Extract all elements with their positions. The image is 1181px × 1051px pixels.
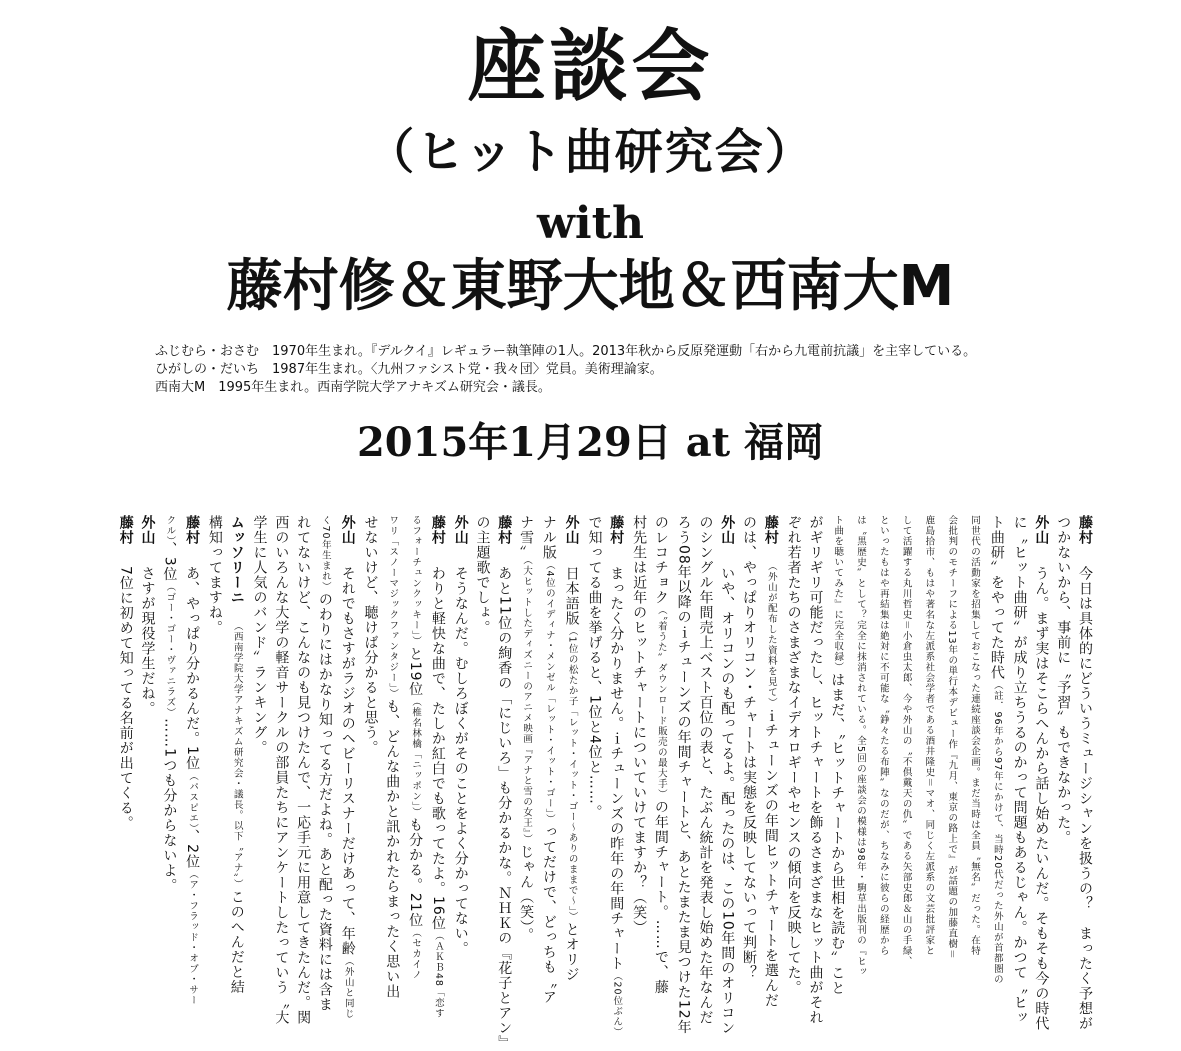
- dialogue-text: とオリジ: [563, 922, 580, 983]
- dialogue-text: ……1つも分からないよ。: [161, 718, 178, 894]
- dialogue-text: のシングル年間売上ベスト百位の表と、たぶん統計を発表し始めた年なんだ: [697, 515, 714, 1025]
- annotation-text: （ゴー・ゴー・ヴァニラズ）: [164, 581, 176, 719]
- with-label: with: [537, 198, 644, 249]
- annotation-text: （〝着うた〟ダウンロード販売の最大手）: [655, 605, 667, 800]
- text-line: [114, 515, 136, 995]
- dialogue-text: のわりにはかなり知ってる方だよね。あと配った資料には含ま: [316, 592, 333, 1013]
- text-line: [917, 515, 940, 995]
- dialogue-text: も分かる。21位: [407, 817, 424, 928]
- speaker-name: 外山: [139, 515, 156, 545]
- text-line: [180, 515, 203, 1006]
- dialogue-text: あと11位の絢香の「にじいろ」も分かるかな。ＮＨＫの『花子とアン』: [496, 566, 513, 1051]
- text-line: [583, 515, 605, 995]
- annotation-text: （ＡＫＢ48「恋す: [432, 930, 444, 1019]
- text-line: [672, 515, 694, 1035]
- dialogue-text: そうなんだ。むしろぼくがそのことをよく分かってない。: [452, 566, 469, 956]
- text-line: [313, 515, 336, 1013]
- annotation-text: 鹿島拾市、もはや著名な左派系社会学者である酒井隆史＝マオ、同じく左派系の文芸批評家と: [923, 515, 935, 957]
- annotation-text: ワリ「スノーマジックファンタジー」）: [387, 515, 399, 700]
- text-line: [359, 515, 381, 995]
- text-line: [248, 515, 270, 995]
- annotation-text: して活躍する丸川哲史＝小倉虫太郎、今や外山の〝不倶戴天の仇〟である矢部史郎＆山の手緑、: [900, 515, 912, 967]
- dialogue-text: 日本語版: [563, 566, 580, 626]
- speaker-name: 外山: [452, 515, 469, 545]
- discussion-body: [95, 515, 1095, 1051]
- profile-higashino: ひがしの・だいち 1987年生まれ。〈九州ファシスト党・我々団〉党員。美術理論家。: [155, 362, 663, 377]
- annotation-text: （外山と同じ: [342, 956, 354, 1019]
- dialogue-text: いや、オリコンのも配ってるよ。配ったのは、この10年間のオリコン: [719, 566, 736, 1036]
- text-line: [737, 515, 759, 995]
- dialogue-text: はまだ、〝ヒットチャートから世相を読む〟こと: [829, 672, 846, 996]
- annotation-text: クル）: [164, 515, 176, 542]
- dialogue-text: も、どんな曲かと訊かれたらまったく思い出: [384, 699, 401, 1000]
- dialogue-text: わりと軽快な曲で、たしか紅白でも歌ってたよ。16位: [429, 566, 446, 931]
- annotation-text: （20位ぶん）: [611, 971, 623, 1038]
- text-line: [291, 515, 313, 1025]
- annotation-text: といったもはや再結集は絶対に不可能な〝錚々たる布陣〟なのだが、ちなみに彼らの経歴から: [877, 515, 889, 956]
- profile-fujimura: ふじむら・おさむ 1970年生まれ。『デルクイ』レギュラー執筆陣の1人。2013年秋から反原発運動「右から九電前抗議」を主宰している。: [155, 344, 977, 359]
- dialogue-text: 7位に初めて知ってる名前が出てくる。: [117, 566, 134, 831]
- text-line: [158, 515, 181, 995]
- dialogue-text: まったく分かりません。ｉチューンズの昨年の年間チャート: [608, 566, 625, 971]
- speaker-name: 藤村: [608, 515, 625, 545]
- dialogue-text: 、2位: [184, 829, 201, 870]
- text-line: [627, 515, 649, 995]
- dialogue-text: がギリギリ可能だったし、ヒットチャートを飾るさまざまなヒット曲がそれ: [807, 515, 824, 1025]
- profile-seinan-m: 西南大M 1995年生まれ。西南学院大学アナキズム研究会・議長。: [155, 380, 551, 395]
- speaker-name: 藤村: [117, 515, 134, 545]
- annotation-text: （西南学院大学アナキズム研究会・議長。以下〝アナ〟）: [231, 626, 243, 890]
- annotation-text: （パスピエ）: [187, 770, 199, 830]
- text-line: [1008, 515, 1030, 1025]
- dialogue-text: 西のいろんな大学の軽音サークルの部員たちにアンケートしたっていう〝大: [273, 515, 290, 1025]
- speaker-name: 外山: [339, 515, 356, 545]
- dialogue-text: れてないけど、こんなのも見つけたんで、一応手元に用意してきたんだ。関: [295, 515, 312, 1025]
- text-line: [381, 515, 404, 1000]
- text-line: [336, 515, 359, 1019]
- speaker-name: 藤村: [762, 515, 779, 545]
- annotation-text: 同世代の活動家を招集しておこなった連続座談会企画。まだ当時は全員〝無名〟だった。在特: [969, 515, 981, 956]
- dialogue-text: ろう08年以降のｉチューンズの年間チャートと、あとたまたま見つけた12年: [675, 515, 692, 1035]
- speaker-name: 藤村: [1077, 515, 1093, 545]
- dialogue-text: 構知ってますね。: [206, 515, 223, 635]
- text-line: [825, 515, 848, 995]
- text-line: [1051, 515, 1073, 995]
- text-line: [604, 515, 627, 1038]
- text-line: [1073, 515, 1095, 1031]
- text-line: [759, 515, 782, 1009]
- text-line: [136, 515, 158, 995]
- text-line: [514, 515, 537, 995]
- annotation-text: （セカイノ: [410, 927, 422, 981]
- text-line: [270, 515, 292, 1025]
- date-location: 2015年1月29日 at 福岡: [356, 419, 825, 466]
- dialogue-text: ｉチューンズの年間ヒットチャートを選んだ: [762, 708, 779, 1009]
- speaker-name: 藤村: [496, 515, 513, 545]
- page-subtitle: （ヒット曲研究会）: [366, 124, 815, 180]
- annotation-text: （ア・フラッド・オブ・サー: [187, 869, 199, 1006]
- dialogue-text: のは、やっぱりオリコン・チャートは実態を反映してないって判断？: [741, 515, 758, 980]
- speaker-name: 藤村: [429, 515, 446, 545]
- speaker-name: 外山: [563, 515, 580, 545]
- annotation-text: （註．96年から97年にかけて、当時20代だった外山が首都圏の: [991, 680, 1003, 985]
- annotation-text: （大ヒットしたディズニーのアニメ映画『アナと雪の女王』）: [521, 560, 533, 845]
- annotation-text: は〝黒歴史〟として？完全に抹消されている。全5回の座談会の模様は98年・駒草出版刊の『ヒッ: [855, 515, 867, 978]
- dialogue-text: せないけど、聴けば分かると思う。: [362, 515, 379, 755]
- text-line: [939, 515, 962, 995]
- dialogue-text: ぞれ若者たちのさまざまなイデオロギーやセンスの傾向を反映してた。: [785, 515, 802, 995]
- dialogue-text: それでもさすがラジオのヘビーリスナーだけあって、年齢: [339, 566, 356, 956]
- text-line: [782, 515, 804, 995]
- text-line: [962, 515, 985, 995]
- dialogue-text: に〝ヒット曲研〟が成り立ちうるのかって問題もあるじゃん。かつて〝ヒッ: [1011, 515, 1028, 1025]
- dialogue-text: このへんだと結: [228, 889, 245, 995]
- dialogue-text: 村先生は近年のヒットチャートについていけてますか？（笑）: [631, 515, 648, 935]
- dialogue-text: と19位: [407, 646, 424, 697]
- dialogue-text: じゃん（笑）。: [518, 844, 535, 943]
- annotation-text: るフォーチュンクッキー」）: [410, 515, 422, 647]
- participants-heading: 藤村修＆東野大地＆西南大M: [226, 254, 955, 319]
- dialogue-text: ト曲研〟をやってた時代: [988, 515, 1005, 680]
- dialogue-text: ってだけで、どっちも〝ア: [540, 824, 557, 1005]
- dialogue-text: つかないから、事前に〝予習〟もできなかった。: [1055, 515, 1072, 845]
- page-title: 座談会: [467, 22, 714, 112]
- text-line: [426, 515, 449, 1019]
- text-line: [403, 515, 426, 995]
- dialogue-text: うん。まず実はそこらへんから話し始めたいんだ。そもそも今の時代: [1033, 566, 1050, 1031]
- text-line: [871, 515, 894, 995]
- text-line: [560, 515, 583, 995]
- text-line: [894, 515, 917, 995]
- dialogue-text: ナル版: [540, 515, 557, 560]
- annotation-text: く70年生まれ）: [319, 515, 331, 593]
- text-line: [649, 515, 672, 995]
- dialogue-text: ナ雪〟: [518, 515, 535, 560]
- text-line: [203, 515, 225, 995]
- speaker-name: ムッソリーニ: [228, 515, 245, 605]
- annotation-text: （4位のイディナ・メンゼル「レット・イット・ゴー」）: [543, 560, 555, 825]
- annotation-text: ト曲を聴いてみた』に完全収録）: [832, 515, 844, 673]
- text-line: [985, 515, 1008, 995]
- text-line: [804, 515, 826, 1025]
- text-line: [1030, 515, 1052, 1031]
- text-line: [225, 515, 248, 995]
- text-line: [492, 515, 514, 1051]
- annotation-text: 会批判のモチーフによる13年の単行本デビュー作『九月、東京の路上で』が話題の加藤直樹＝: [946, 515, 958, 960]
- dialogue-text: のレコチョク: [652, 515, 669, 605]
- text-line: [715, 515, 737, 1036]
- dialogue-text: 、3位: [161, 541, 178, 582]
- text-line: [537, 515, 560, 1005]
- annotation-text: （外山が配布した資料を見て）: [765, 566, 777, 709]
- text-line: [694, 515, 716, 1025]
- dialogue-text: 今日は具体的にどういうミュージシャンを扱うの？ まったく予想が: [1077, 566, 1093, 1031]
- text-line: [449, 515, 471, 995]
- speaker-name: 藤村: [184, 515, 201, 545]
- dialogue-text: の年間チャート。……で、藤: [652, 799, 669, 995]
- dialogue-text: で知ってる曲を挙げると、1位と4位と……。: [586, 515, 603, 820]
- dialogue-text: の主題歌でしょ。: [474, 515, 491, 635]
- speaker-name: 外山: [719, 515, 736, 545]
- annotation-text: （1位の松たか子「レット・イット・ゴー〜ありのままで〜」）: [566, 626, 578, 923]
- text-line: [848, 515, 871, 995]
- speaker-name: 外山: [1033, 515, 1050, 545]
- participant-profiles: [155, 343, 1075, 397]
- text-line: [471, 515, 493, 995]
- dialogue-text: 学生に人気のバンド〟ランキング。: [251, 515, 268, 755]
- annotation-text: （椎名林檎「ニッポン」）: [410, 696, 422, 818]
- dialogue-text: さすが現役学生だね。: [139, 566, 156, 716]
- dialogue-text: あ、やっぱり分かるんだ。1位: [184, 566, 201, 771]
